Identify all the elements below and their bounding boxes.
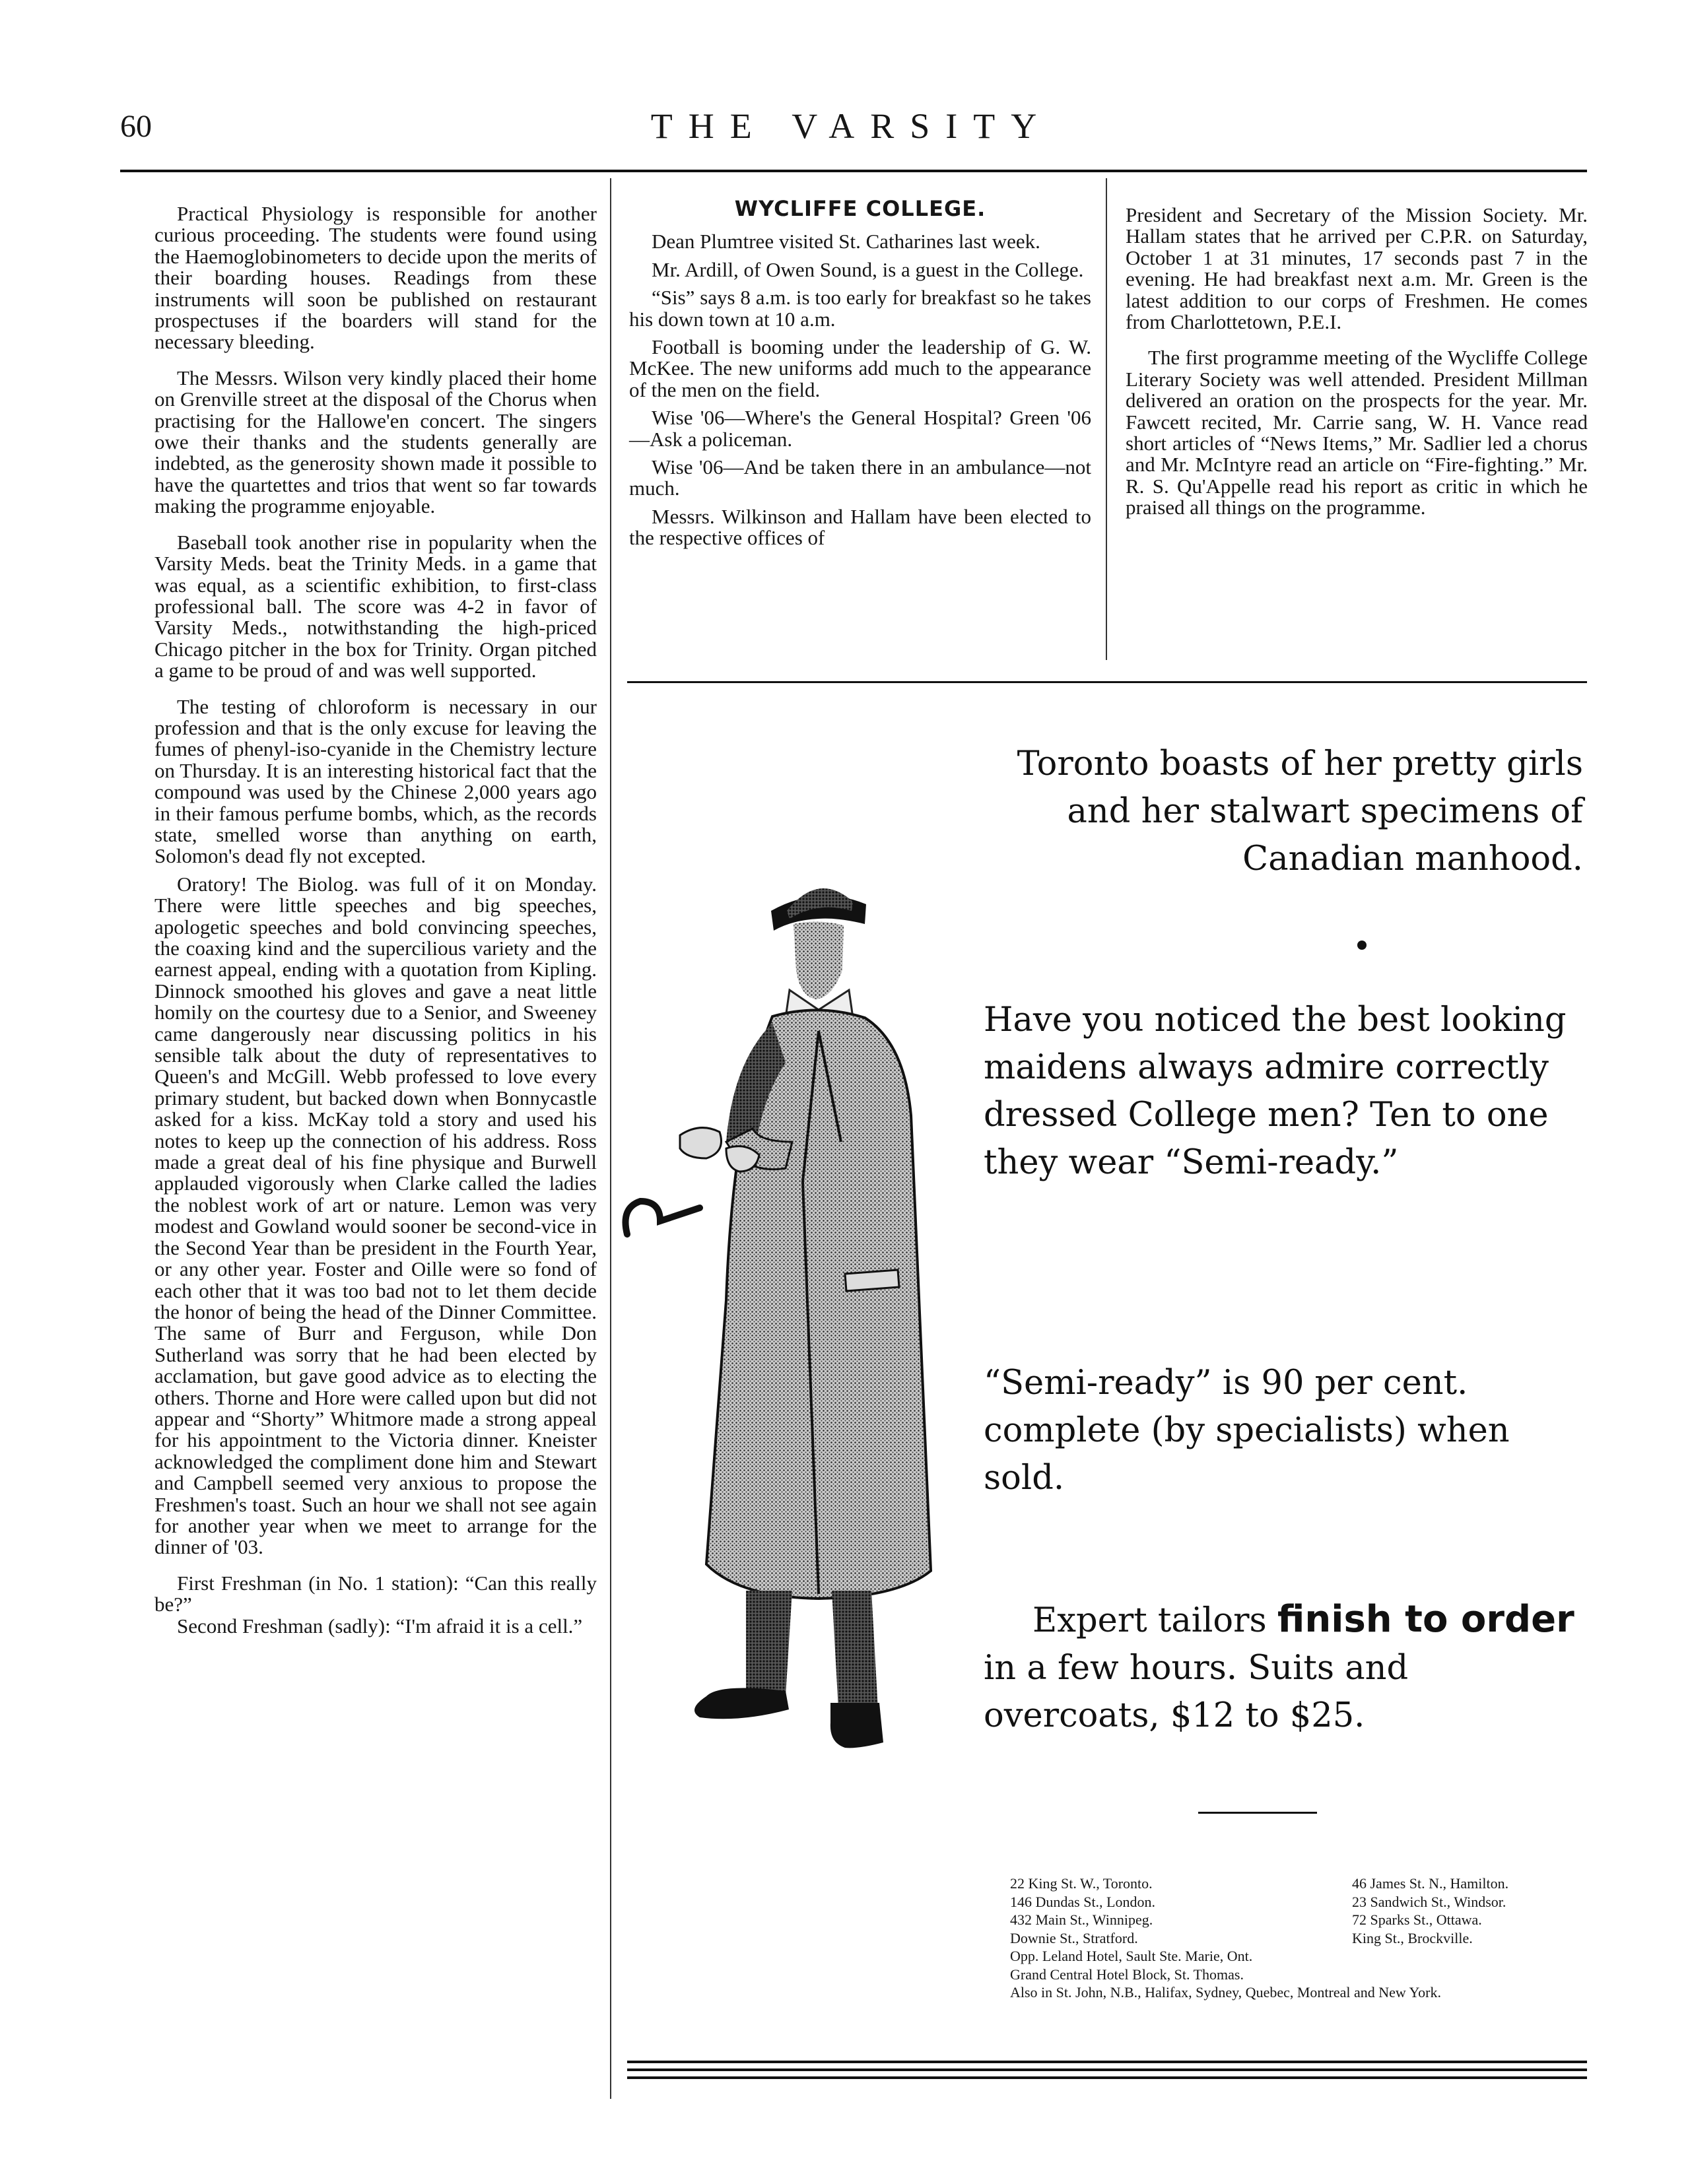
address-item: 23 Sandwich St., Windsor. — [1352, 1893, 1506, 1910]
ad-block-expert-tailors — [984, 1596, 1586, 1740]
address-footer: Also in St. John, N.B., Halifax, Sydney, Quebec, Montreal and New York. — [1010, 1984, 1442, 2001]
ad-tailors-pre: Expert tailors — [1032, 1601, 1267, 1640]
paragraph-baseball: Baseball took another rise in popularity when the Varsity Meds. beat the Trinity Meds. in a game that was equal, as a scientific exhibition, to first-class professional ball. The score was 4-2 in favor of Varsity Meds., notwithstanding the high-priced Chicago pitcher in the box for Trinity. Organ pitched a game to be proud of and was well supported. — [154, 530, 597, 682]
ad-top-rule — [627, 681, 1587, 683]
column-3 — [1126, 205, 1588, 519]
address-item: Grand Central Hotel Block, St. Thomas. — [1010, 1966, 1244, 1983]
column-2 — [629, 198, 1091, 549]
footer-rule-1 — [627, 2061, 1587, 2063]
paragraph-wise-1: Wise '06—Where's the General Hospital? Green '06—Ask a policeman. — [629, 406, 1091, 451]
footer-rule-2 — [627, 2068, 1587, 2071]
address-item: Downie St., Stratford. — [1010, 1929, 1138, 1946]
address-item: Opp. Leland Hotel, Sault Ste. Marie, Ont. — [1010, 1948, 1253, 1964]
paragraph-chloroform: The testing of chloroform is necessary in our profession and that is the only excuse for leaving the fumes of phenyl-iso-cyanide in the Chemistry lecture on Thursday. It is an interesting historical fact that the compound was used by the Chinese 2,000 years ago in their famous perfume bombs, which, as the records state, smelled worse than anything on earth, Solomon's dead fly not excepted. — [154, 694, 597, 868]
ad-bullet — [1357, 941, 1367, 950]
address-item: 72 Sparks St., Ottawa. — [1352, 1911, 1482, 1928]
address-item: 22 King St. W., Toronto. — [1010, 1875, 1153, 1892]
paragraph-second-freshman: Second Freshman (sadly): “I'm afraid it is a cell.” — [177, 1614, 583, 1638]
address-item: 146 Dundas St., London. — [1010, 1893, 1155, 1910]
paragraph-football: Football is booming under the leadership of G. W. McKee. The new uniforms add much to the appearance of the men on the field. — [629, 335, 1091, 401]
ad-tailors-bold: finish to order — [1277, 1598, 1574, 1641]
paragraph-wilson: The Messrs. Wilson very kindly placed their home on Grenville street at the disposal of the Chorus when practising for the Hallowe'en concert. The singers owe their thanks and the students generally are indebted, as the generosity shown made it possible to have the quartettes and trios that went so far towards making the programme enjoyable. — [154, 366, 597, 518]
address-item: 432 Main St., Winnipeg. — [1010, 1911, 1153, 1928]
section-heading-wycliffe: WYCLIFFE COLLEGE. — [734, 196, 986, 221]
ad-block-maidens: Have you noticed the best looking maidens always admire correctly dressed College men? Ten to one they wear “Semi-ready.” — [984, 1001, 1567, 1182]
column-divider-2 — [1106, 178, 1107, 660]
ad-tailors-post: in a few hours. Suits and overcoats, $12 to $25. — [984, 1649, 1409, 1735]
masthead-title: THE VARSITY — [650, 106, 1053, 146]
paragraph-messrs: Messrs. Wilkinson and Hallam have been elected to the respective offices of — [629, 504, 1091, 550]
column-1 — [154, 203, 597, 1637]
footer-rule-3 — [627, 2076, 1587, 2079]
column-divider-1 — [610, 178, 611, 2099]
header-rule — [120, 170, 1587, 172]
ad-block-semi-ready: “Semi-ready” is 90 per cent. complete (by specialists) when sold. — [984, 1364, 1510, 1498]
paragraph-wise-2: Wise '06—And be taken there in an ambulance—not much. — [629, 455, 1091, 500]
paragraph-literary-society: The first programme meeting of the Wycliffe College Literary Society was well attended. President Millman delivered an oration on the prospects for the year. Mr. Fawcett recited, Mr. Carrie sang, W. H. Vance read short articles of “News Items,” Mr. Sadlier led a chorus and Mr. McIntyre read an article on “Fire-fighting.” Mr. R. S. Qu'Appelle read his report as critic in which he praised all things on the programme. — [1126, 346, 1588, 519]
paragraph-plumtree: Dean Plumtree visited St. Catharines last week. — [652, 230, 1040, 253]
paragraph-ardill: Mr. Ardill, of Owen Sound, is a guest in the College. — [652, 257, 1084, 281]
paragraph-first-freshman: First Freshman (in No. 1 station): “Can this really be?” — [154, 1571, 597, 1616]
paragraph-physiology: Practical Physiology is responsible for another curious proceeding. The students were found using the Haemoglobinometers to decide upon the merits of their boarding houses. Readings from these instruments will soon be published on restaurant prospectuses if the boarders will stand for the necessary bleeding. — [154, 202, 597, 354]
paragraph-oratory: Oratory! The Biolog. was full of it on Monday. There were little speeches and big speeches, apologetic speeches and bold convincing speeches, the coaxing kind and the supercilious variety and the earnest appeal, ending with a quotation from Kipling. Dinnock smoothed his gloves and gave a neat little homily on the courtesy due to a Senior, and Sweeney came dangerously near discussing politics in his sensible talk about the duty of representatives to Queen's and McGill. Webb professed to love every primary student, but backed down when Bonnycastle asked for a kiss. McKay told a story and used his notes to keep up the connection of his address. Ross made a great deal of his fine physique and Burwell applauded vigorously when Clarke called the ladies the noblest work of art or nature. Lemon was very modest and Gowland would sooner be second-vice in the Second Year than be president in the Fourth Year, or any other year. Foster and Oille were so fond of each other that it was too bad not to let them decide the honor of being the head of the Dinner Committee. The same of Burr and Ferguson, while Don Sutherland was sorry that he had been elected by acclamation, but gave good advice as to electing the others. Thorne and Hore were called upon but did not appear and “Shorty” Whitmore made a strong appeal for his appointment to the Victoria dinner. Kneister acknowledged the compliment done him and Stewart and Campbell seemed very anxious to propose the Freshmen's toast. Such an hour we shall not see again for another year when we meet to arrange for the dinner of '03. — [154, 872, 597, 1559]
page-number: 60 — [120, 109, 152, 144]
ad-separator-rule — [1198, 1812, 1317, 1814]
paragraph-sis: “Sis” says 8 a.m. is too early for breakfast so he takes his down town at 10 a.m. — [629, 286, 1091, 331]
address-item: 46 James St. N., Hamilton. — [1352, 1875, 1509, 1892]
ad-block-toronto: Toronto boasts of her pretty girls and her stalwart specimens of Canadian manhood. — [1017, 745, 1583, 878]
paragraph-mission-society: President and Secretary of the Mission Society. Mr. Hallam states that he arrived per C.P.R. on Saturday, October 1 at 31 minutes, 17 seconds past 7 in the evening. He had breakfast next a.m. Mr. Green is the latest addition to our corps of Freshmen. He comes from Charlottetown, P.E.I. — [1126, 203, 1588, 334]
man-in-overcoat-illustration — [621, 772, 990, 1828]
address-item: King St., Brockville. — [1352, 1929, 1473, 1946]
